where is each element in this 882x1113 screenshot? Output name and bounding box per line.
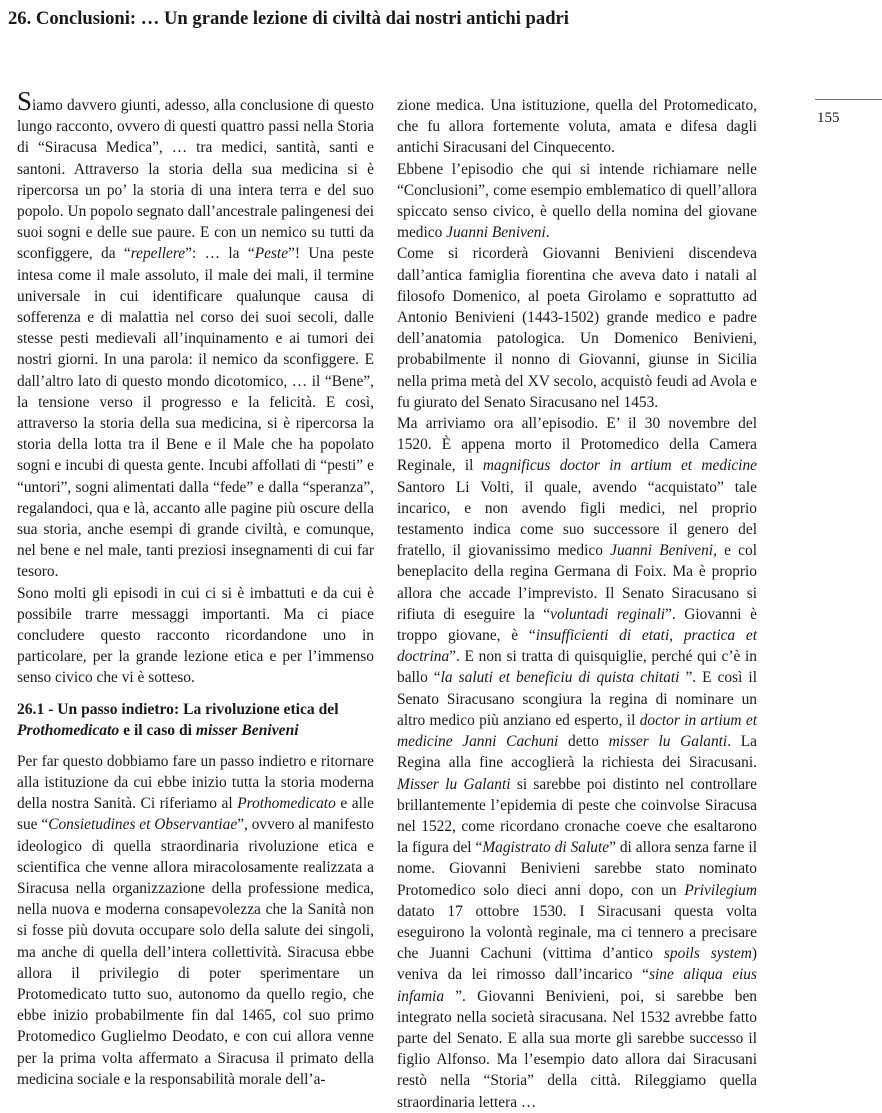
text-run: si sarebbe poi distinto nel controllare brillantemente l’epidemia di peste che coinvolse Siracusa nel 1522, come ricordano cronache coeve che esaltarono la figura del “ bbox=[397, 775, 757, 857]
heading-italic: Prothomedicato bbox=[17, 721, 120, 739]
heading-text: e il caso di bbox=[119, 721, 196, 739]
italic-term: Juanni Beniveni bbox=[446, 224, 546, 242]
text-run: Santoro Li Volti, il quale, avendo “acquistato” tale incarico, e non avendo figli medici, nel proprio testamento indica come suo successore il genero del fratello, il giovanissimo medico bbox=[397, 478, 757, 560]
text-run: datato 17 ottobre 1530. I Siracusani questa volta eseguirono la volontà reginale, ma ci tennero a precisare che Juanni Cachuni (vittima d’antico bbox=[397, 902, 757, 963]
text-run: ”. E non si tratta di quisquiglie, perché qui c’è in ballo “ bbox=[397, 648, 757, 687]
italic-term: Misser lu Galanti bbox=[397, 775, 511, 793]
text-run: iamo davvero giunti, adesso, alla conclusione di questo lungo racconto, ovvero di questi quattro passi nella Storia di “Siracusa Medica”, … tra medici, santità, santi e santoni. Attraverso la storia della sua medicina si è ripercorsa un po’ la storia di una intera terra e del suo popolo. Un popolo segnato dall’ancestrale palingenesi dei suoi sogni e delle sue paure. E con un nemico su tutti da sconfiggere, da “ bbox=[17, 97, 374, 263]
text-run: ”. Giovanni è troppo giovane, è “ bbox=[397, 605, 757, 645]
left-column bbox=[17, 86, 374, 1090]
text-run: ”! Una peste intesa come il male assoluto, il male dei mali, il termine universale in cui identificare qualunque causa di sofferenza e di malattia nel corso dei suoi secoli, dalle stesse pesti medievali all’inquinamento e ai tumori dei nostri giorni. In una parola: il nemico da sconfiggere. E dall’altro lato di questo mondo dicotomico, … il “Bene”, la tensione verso il progresso e la felicità. E così, attraverso la storia della sua medicina, si è ripercorsa la storia della lotta tra il Bene e il Male che ha popolato sogni e incubi di questa gente. Incubi affollati di “pesti” e “untori”, sogni alimentati dalla “fede” e dalla “speranza”, regalandoci, qua e là, accanto alle pagine più oscure della sua storia, anche esempi di grande civiltà, e comunque, nel bene e nel male, tanti preziosi insegnamenti di cui far tesoro. bbox=[17, 245, 374, 581]
page-title: 26. Conclusioni: … Un grande lezione di civiltà dai nostri antichi padri bbox=[8, 8, 569, 29]
text-run: Per far questo dobbiamo fare un passo indietro e ritornare alla istituzione da cui ebbe inizio tutta la storia moderna della nostra Sanità. Ci riferiamo al bbox=[17, 752, 374, 813]
paragraph bbox=[17, 751, 374, 1090]
italic-term: Privilegium bbox=[684, 881, 757, 899]
italic-term: repellere bbox=[130, 245, 186, 263]
margin-rule bbox=[815, 99, 882, 100]
italic-term: sine aliqua eius infamia bbox=[397, 966, 757, 1005]
text-run: Ma arriviamo ora all’episodio. E’ il 30 novembre del 1520. È appena morto il Protomedico della Camera Reginale, il bbox=[397, 415, 757, 475]
italic-term: Magistrato di Salute bbox=[482, 839, 610, 857]
italic-term: voluntadi reginali bbox=[550, 605, 666, 623]
italic-term: magnificus doctor in artium et medicine bbox=[482, 457, 757, 475]
paragraph: Sono molti gli episodi in cui ci si è imbattuti e da cui è possibile trarre messaggi importanti. Ma ci piace concludere questo racconto ricordandone uno in particolare, per la grande lezione etica e per l’immenso senso civico che vi è sotteso. bbox=[17, 584, 374, 687]
text-run: ”. E così il Senato Siracusano scongiura la regina di nominare un altro medico più anziano ed esperto, il bbox=[397, 669, 757, 729]
text-run: ”. Giovanni Benivieni, poi, si sarebbe ben integrato nella società siracusana. Nel 1532 avrebbe fatto parte del Senato. E alla sua morte gli sarebbe successo il figlio Alfonso. Ma l’esempio dato allora dai Siracusani restò nella “Storia” della città. Rileggiamo quella straordinaria lettera … bbox=[397, 987, 757, 1111]
paragraph bbox=[397, 159, 757, 244]
italic-term: doctor in artium et medicine Janni Cachuni bbox=[397, 711, 757, 751]
italic-term: spoils system bbox=[663, 945, 752, 963]
italic-term: Consietudines et Observantiae bbox=[48, 816, 238, 834]
text-run: detto bbox=[558, 733, 609, 751]
drop-cap: S bbox=[17, 86, 33, 116]
italic-term: Juanni Beniveni bbox=[610, 542, 714, 560]
italic-term: Peste bbox=[254, 245, 289, 263]
italic-term: la saluti et beneficiu di quista chitati bbox=[440, 669, 680, 687]
paragraph: Come si ricorderà Giovanni Benivieni discendeva dall’antica famiglia fiorentina che aveva dato i natali al filosofo Domenico, al poeta Girolamo e soprattutto ad Antonio Benivieni (1443-1502) grande medico e padre dell’anatomia patologica. Un Domenico Benivieni, probabilmente il nonno di Giovanni, giunse in Sicilia nella prima metà del XV secolo, acquistò feudi ad Avola e fu giurato del Senato Siracusano nel 1453. bbox=[397, 245, 757, 411]
paragraph bbox=[397, 413, 757, 1113]
text-run: . bbox=[545, 224, 550, 242]
right-column bbox=[397, 95, 757, 1113]
text-run: e alle sue “ bbox=[17, 795, 374, 834]
text-run: . La Regina alla fine accoglierà la richiesta dei Siracusani. bbox=[397, 733, 758, 772]
section-heading bbox=[17, 699, 374, 741]
italic-term: insufficienti di etati, practica et doctrina bbox=[397, 627, 757, 666]
text-run: ” di allora senza farne il nome. Giovanni Benivieni sarebbe stato nominato Protomedico solo dieci anni dopo, con un bbox=[397, 839, 757, 899]
intro-paragraph bbox=[17, 86, 374, 583]
italic-term: misser lu Galanti bbox=[608, 733, 728, 751]
italic-term: Prothomedicato bbox=[237, 795, 336, 813]
text-run: ”: … la “ bbox=[185, 245, 255, 263]
paragraph: zione medica. Una istituzione, quella del Protomedicato, che fu allora fortemente voluta, amata e difesa dagli antichi Siracusani del Cinquecento. bbox=[397, 97, 757, 157]
heading-italic: misser Beniveni bbox=[195, 721, 299, 739]
page-number: 155 bbox=[817, 110, 840, 126]
text-run: Ebbene l’episodio che qui si intende richiamare nelle “Conclusioni”, come esempio emblematico di quell’allora spiccato senso civico, è quello della nomina del giovane medico bbox=[397, 160, 757, 242]
text-run: ) veniva da lei rimosso dall’incarico “ bbox=[397, 945, 757, 984]
heading-text: 26.1 - Un passo indietro: La rivoluzione etica del bbox=[17, 700, 339, 718]
text-run: ”, ovvero al manifesto ideologico di quella straordinaria rivoluzione etica e scientifica che venne allora miracolosamente realizzata a Siracusa nella organizzazione della professione medica, nella nuova e moderna consapevolezza che la Sanità non si fosse più dovuta occupare solo della salute dei singoli, ma anche di quella dell’intera collettività. Siracusa ebbe allora il privilegio di poter sperimentare un Protomedicato tutto suo, autonomo da quello regio, che ebbe inizio probabilmente fin dal 1465, col suo primo Protomedico Guglielmo Deodato, e con cui allora venne per la prima volta affermato a Siracusa il primato della medicina sociale e la responsabilità morale dell’a- bbox=[17, 816, 374, 1088]
text-run: , e col beneplacito della regina Germana di Foix. Ma è proprio allora che accade l’imprevisto. Il Senato Siracusano si rifiuta di eseguire la “ bbox=[397, 542, 757, 623]
